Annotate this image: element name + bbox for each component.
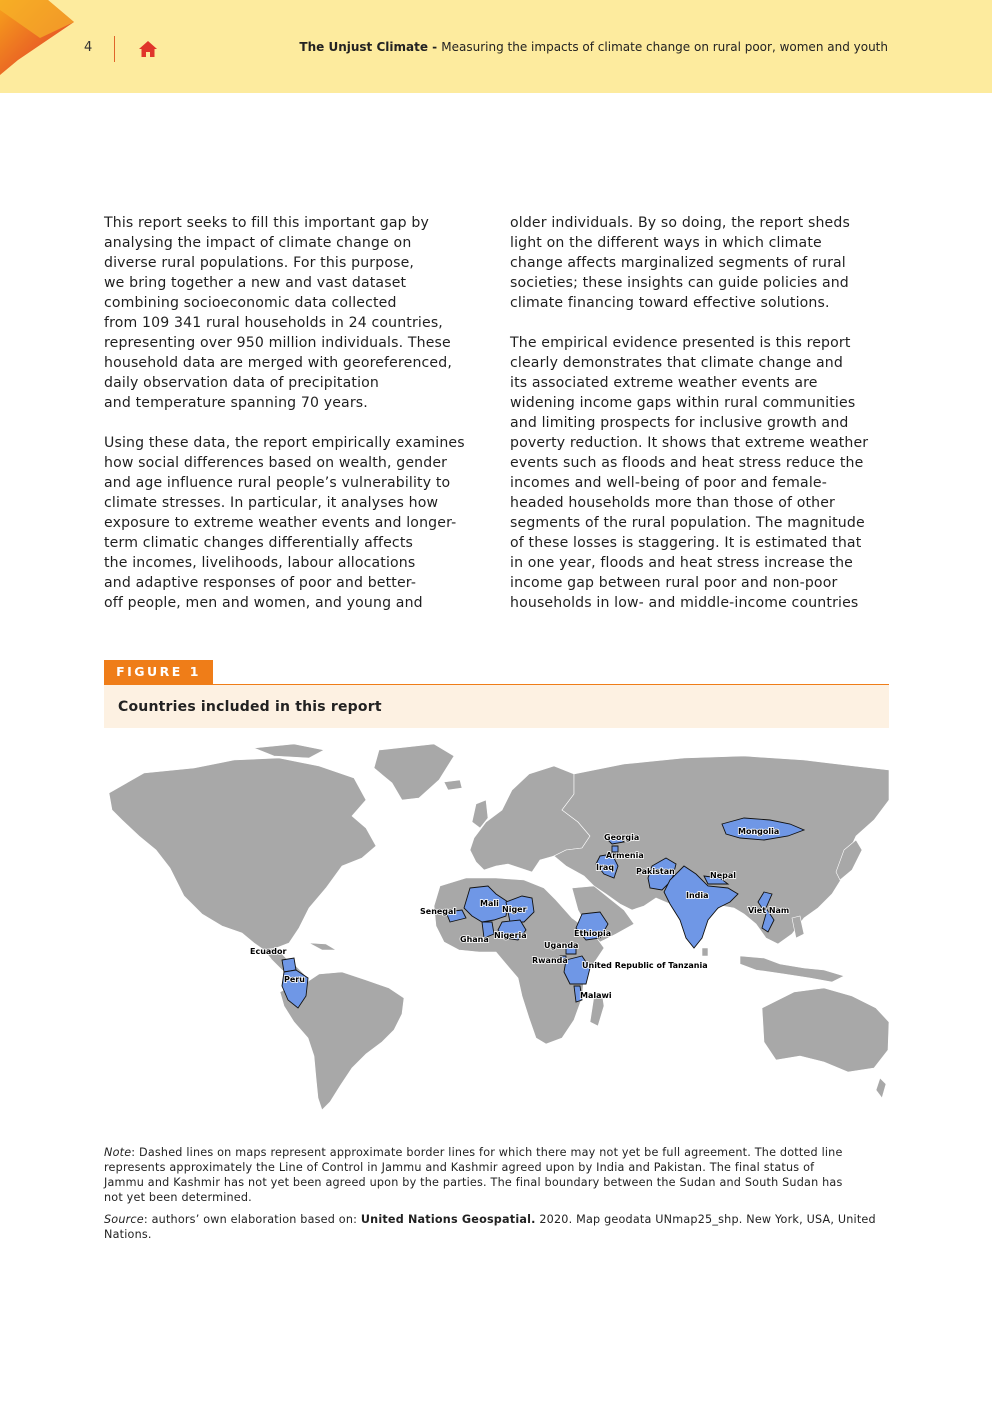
body-line: segments of the rural population. The magnitude xyxy=(510,515,865,531)
source-line-1: Source: authors’ own elaboration based on: United Nations Geospatial. 2020. Map geodata UNmap25_shp. New York, USA, United xyxy=(104,1213,876,1226)
map-label-rwanda: Rwanda xyxy=(532,956,568,965)
note-line-1: Note: Dashed lines on maps represent approximate border lines for which there may not yet be full agreement. The dotted line xyxy=(104,1146,843,1159)
body-line: the incomes, livelihoods, labour allocations xyxy=(104,555,416,571)
body-line: term climatic changes differentially affects xyxy=(104,535,413,551)
body-line: change affects marginalized segments of rural xyxy=(510,255,846,271)
north-america xyxy=(109,758,376,950)
body-line: how social differences based on wealth, gender xyxy=(104,455,448,471)
body-line: older individuals. By so doing, the report sheds xyxy=(510,215,850,231)
map-label-nepal: Nepal xyxy=(710,871,736,880)
body-line: Using these data, the report empirically examines xyxy=(104,435,465,451)
body-line: daily observation data of precipitation xyxy=(104,375,379,391)
running-title-rest: Measuring the impacts of climate change on rural poor, women and youth xyxy=(441,40,888,54)
map-label-georgia: Georgia xyxy=(604,833,640,842)
map-label-armenia: Armenia xyxy=(606,851,644,860)
body-line: poverty reduction. It shows that extreme weather xyxy=(510,435,869,451)
arctic-islands xyxy=(254,744,324,758)
map-label-mali: Mali xyxy=(480,899,499,908)
map-label-india: India xyxy=(686,891,709,900)
right-paragraph-2 xyxy=(510,333,890,613)
home-icon[interactable] xyxy=(138,40,158,58)
left-paragraph-1 xyxy=(104,213,484,413)
figure-title-box xyxy=(104,685,889,728)
body-line: and adaptive responses of poor and better- xyxy=(104,575,417,591)
body-line: of these losses is staggering. It is estimated that xyxy=(510,535,862,551)
note-line-2: represents approximately the Line of Control in Jammu and Kashmir agreed upon by India and Pakistan. The final status of xyxy=(104,1161,815,1174)
map-label-nigeria: Nigeria xyxy=(494,931,527,940)
body-line: and age influence rural people’s vulnerability to xyxy=(104,475,451,491)
body-line: from 109 341 rural households in 24 countries, xyxy=(104,315,443,331)
body-line: analysing the impact of climate change on xyxy=(104,235,412,251)
left-paragraph-2 xyxy=(104,433,484,613)
body-line: we bring together a new and vast dataset xyxy=(104,275,407,291)
map-label-pakistan: Pakistan xyxy=(636,867,675,876)
world-map xyxy=(104,738,889,1113)
corner-arrow-logo xyxy=(0,0,80,80)
iceland xyxy=(444,780,462,790)
right-column xyxy=(510,213,890,633)
map-label-niger: Niger xyxy=(502,905,527,914)
left-column xyxy=(104,213,484,633)
figure-title: Countries included in this report xyxy=(118,699,382,715)
body-line: light on the different ways in which climate xyxy=(510,235,822,251)
body-line: and temperature spanning 70 years. xyxy=(104,395,368,411)
map-label-ghana: Ghana xyxy=(460,935,489,944)
body-line: societies; these insights can guide policies and xyxy=(510,275,849,291)
body-line: This report seeks to fill this important gap by xyxy=(104,215,429,231)
indonesia xyxy=(740,956,844,982)
greenland xyxy=(374,744,454,800)
body-line: The empirical evidence presented is this report xyxy=(510,335,851,351)
page-number: 4 xyxy=(84,40,93,55)
header-band xyxy=(0,0,992,93)
map-label-ecuador: Ecuador xyxy=(250,947,287,956)
australia xyxy=(762,988,889,1072)
new-zealand xyxy=(876,1078,886,1098)
map-label-malawi: Malawi xyxy=(580,991,612,1000)
body-line: climate financing toward effective solutions. xyxy=(510,295,830,311)
map-label-peru: Peru xyxy=(284,975,305,984)
map-label-viet-nam: Viet Nam xyxy=(748,906,790,915)
body-line: climate stresses. In particular, it analyses how xyxy=(104,495,439,511)
body-line: exposure to extreme weather events and longer- xyxy=(104,515,457,531)
note-line-4: not yet been determined. xyxy=(104,1191,252,1204)
body-line: and limiting prospects for inclusive growth and xyxy=(510,415,849,431)
body-line: events such as floods and heat stress reduce the xyxy=(510,455,864,471)
source-bold: United Nations Geospatial. xyxy=(360,1213,536,1226)
map-label-mongolia: Mongolia xyxy=(738,827,780,836)
map-label-united-republic-of-tanzania: United Republic of Tanzania xyxy=(582,961,708,970)
source-paragraph xyxy=(104,1212,894,1242)
body-line: households in low- and middle-income countries xyxy=(510,595,859,611)
caribbean xyxy=(309,943,336,950)
source-lead: Source xyxy=(104,1213,144,1226)
body-line: combining socioeconomic data collected xyxy=(104,295,397,311)
map-label-ethiopia: Ethiopia xyxy=(574,929,612,938)
body-line: diverse rural populations. For this purpose, xyxy=(104,255,415,271)
body-line: its associated extreme weather events are xyxy=(510,375,818,391)
map-label-iraq: Iraq xyxy=(596,863,615,872)
body-line: headed households more than those of other xyxy=(510,495,836,511)
running-title xyxy=(299,40,888,54)
body-line: incomes and well-being of poor and female- xyxy=(510,475,827,491)
header-divider xyxy=(114,36,115,62)
running-title-bold: The Unjust Climate - xyxy=(299,40,442,54)
body-line: in one year, floods and heat stress increase the xyxy=(510,555,853,571)
figure-notes xyxy=(104,1145,894,1249)
figure-label: FIGURE 1 xyxy=(104,660,213,684)
map-label-senegal: Senegal xyxy=(420,907,457,916)
map-label-uganda: Uganda xyxy=(544,941,579,950)
note-paragraph xyxy=(104,1145,894,1205)
note-line-3: Jammu and Kashmir has not yet been agreed upon by the parties. The final boundary between the Sudan and South Sudan has xyxy=(104,1176,843,1189)
note-lead: Note xyxy=(104,1146,132,1159)
body-line: income gap between rural poor and non-poor xyxy=(510,575,838,591)
source-line-2: Nations. xyxy=(104,1228,152,1241)
body-line: household data are merged with georeferenced, xyxy=(104,355,452,371)
right-paragraph-1 xyxy=(510,213,890,313)
sri-lanka xyxy=(702,948,708,956)
body-line: clearly demonstrates that climate change and xyxy=(510,355,843,371)
body-line: off people, men and women, and young and xyxy=(104,595,423,611)
body-line: widening income gaps within rural communities xyxy=(510,395,856,411)
body-line: representing over 950 million individuals. These xyxy=(104,335,451,351)
